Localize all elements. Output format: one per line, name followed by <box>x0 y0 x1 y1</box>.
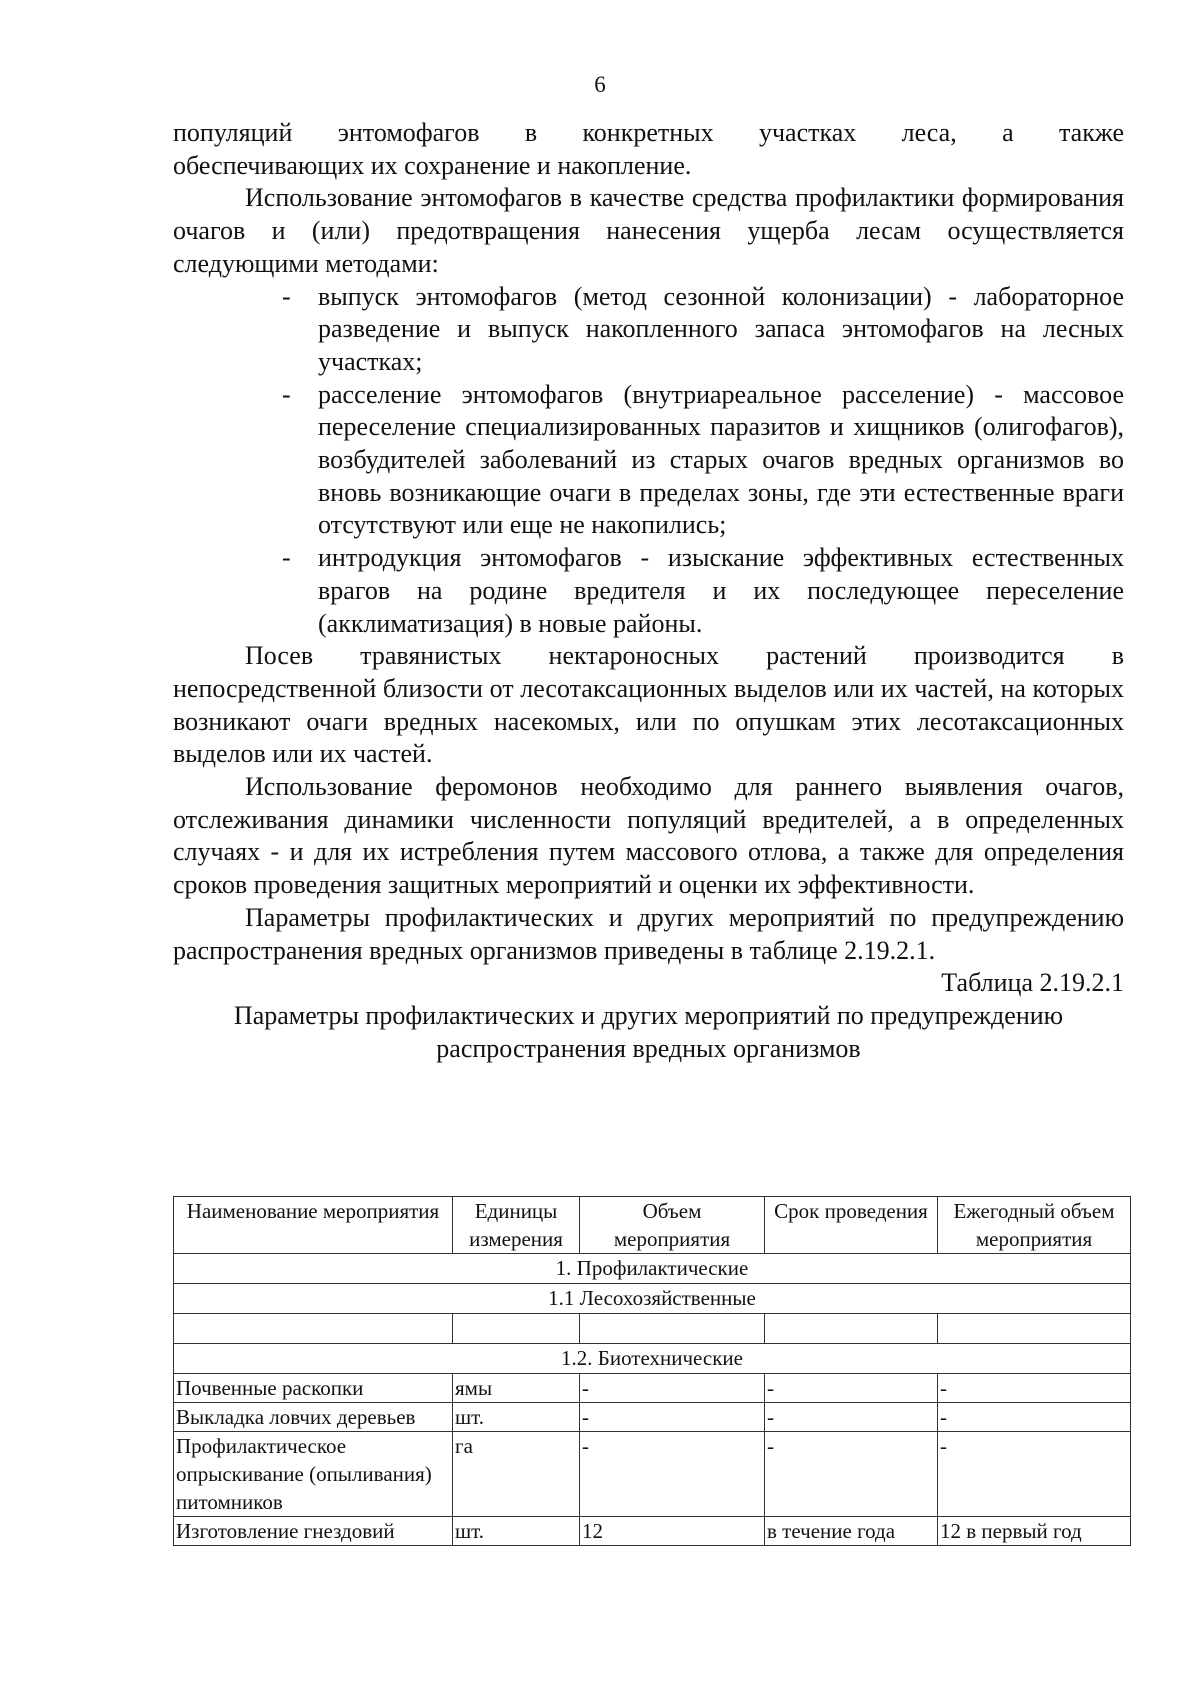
table-cell <box>580 1314 765 1344</box>
paragraph-2: Использование энтомофагов в качестве средства профилактики формирования очагов и (или) предотвращения нанесения ущерба лесам осуществляется следующими методами: <box>173 183 1124 278</box>
paragraph-1-line-2: обеспечивающих их сохранение и накопление. <box>173 150 692 180</box>
table-header-row <box>174 1197 1131 1254</box>
table-cell: шт. <box>453 1517 580 1546</box>
table-cell: - <box>765 1432 938 1517</box>
table-cell: в течение года <box>765 1517 938 1546</box>
table-cell: Почвенные раскопки <box>174 1374 453 1403</box>
word: в <box>524 118 538 147</box>
table-cell: - <box>580 1432 765 1517</box>
table-number: Таблица 2.19.2.1 <box>941 968 1124 998</box>
header-cell: Единицы измерения <box>453 1197 580 1254</box>
list-item-text: выпуск энтомофагов (метод сезонной колонизации) - лабораторное разведение и выпуск накопленного запаса энтомофагов на лесных участках; <box>318 281 1124 376</box>
header-cell: Ежегодный объем мероприятия <box>938 1197 1131 1254</box>
table-cell: - <box>938 1403 1131 1432</box>
word: также <box>1058 118 1124 147</box>
table-row <box>174 1403 1131 1432</box>
table-cell: 12 <box>580 1517 765 1546</box>
word: энтомофагов <box>337 118 480 147</box>
table-cell: шт. <box>453 1403 580 1432</box>
list-item-text: расселение энтомофагов (внутриареальное расселение) - массовое переселение специализированных паразитов и хищников (олигофагов), возбудителей заболеваний из старых очагов вредных организмов во вновь возникающие очаги в пределах зоны, где эти естественные враги отсутствуют или еще не накопились; <box>318 379 1124 540</box>
table-cell <box>453 1314 580 1344</box>
parameters-table <box>173 1196 1131 1546</box>
dash-marker: - <box>282 379 291 409</box>
list-item <box>282 379 1124 543</box>
word: участках <box>758 118 857 147</box>
table-cell: га <box>453 1432 580 1517</box>
table-cell: 12 в первый год <box>938 1517 1131 1546</box>
section-heading: 1.1 Лесохозяйственные <box>174 1284 1131 1314</box>
table-cell: ямы <box>453 1374 580 1403</box>
section-row <box>174 1344 1131 1374</box>
list-item <box>282 542 1124 640</box>
table-cell: Профилактическое опрыскивание (опыливания) питомников <box>174 1432 453 1517</box>
dash-marker: - <box>282 543 291 573</box>
table-title-line-1: Параметры профилактических и других мероприятий по предупреждению <box>233 1000 1064 1030</box>
section-row <box>174 1254 1131 1284</box>
word: леса, <box>901 118 957 147</box>
dash-marker: - <box>282 281 291 311</box>
empty-row <box>174 1314 1131 1344</box>
table-row <box>174 1432 1131 1517</box>
table-cell: - <box>765 1403 938 1432</box>
table-cell <box>938 1314 1131 1344</box>
table-title-line-2: распространения вредных организмов <box>436 1033 861 1063</box>
table-row <box>174 1374 1131 1403</box>
header-cell: Объем мероприятия <box>580 1197 765 1254</box>
methods-list <box>173 281 1124 641</box>
table-cell <box>174 1314 453 1344</box>
list-item <box>282 281 1124 379</box>
section-heading: 1. Профилактические <box>174 1254 1131 1284</box>
table-cell: - <box>938 1374 1131 1403</box>
paragraph-3: Посев травянистых нектароносных растений производится в непосредственной близости от лесотаксационных выделов или их частей, на которых возникают очаги вредных насекомых, или по опушкам этих лесотаксационных выделов или их частей. <box>173 641 1124 769</box>
page-number: 6 <box>594 72 606 97</box>
table-cell: - <box>765 1374 938 1403</box>
word: конкретных <box>582 118 714 147</box>
word: а <box>1002 118 1014 147</box>
document-body <box>173 117 1124 1065</box>
table-row <box>174 1517 1131 1546</box>
table-cell: Изготовление гнездовий <box>174 1517 453 1546</box>
word: популяций <box>173 118 293 147</box>
list-item-text: интродукция энтомофагов - изыскание эффективных естественных врагов на родине вредителя и их последующее переселение (акклиматизация) в новые районы. <box>318 543 1124 638</box>
header-cell: Наименование мероприятия <box>174 1197 453 1254</box>
paragraph-5: Параметры профилактических и других мероприятий по предупреждению распространения вредных организмов приведены в таблице 2.19.2.1. <box>173 902 1124 965</box>
header-cell: Срок проведения <box>765 1197 938 1254</box>
section-heading: 1.2. Биотехнические <box>174 1344 1131 1374</box>
paragraph-1-line-1 <box>173 117 1124 150</box>
table-cell: - <box>938 1432 1131 1517</box>
table-cell <box>765 1314 938 1344</box>
section-row <box>174 1284 1131 1314</box>
table-cell: - <box>580 1403 765 1432</box>
paragraph-4: Использование феромонов необходимо для раннего выявления очагов, отслеживания динамики численности популяций вредителей, а в определенных случаях - и для их истребления путем массового отлова, а также для определения сроков проведения защитных мероприятий и оценки их эффективности. <box>173 772 1124 900</box>
table-cell: Выкладка ловчих деревьев <box>174 1403 453 1432</box>
table-cell: - <box>580 1374 765 1403</box>
